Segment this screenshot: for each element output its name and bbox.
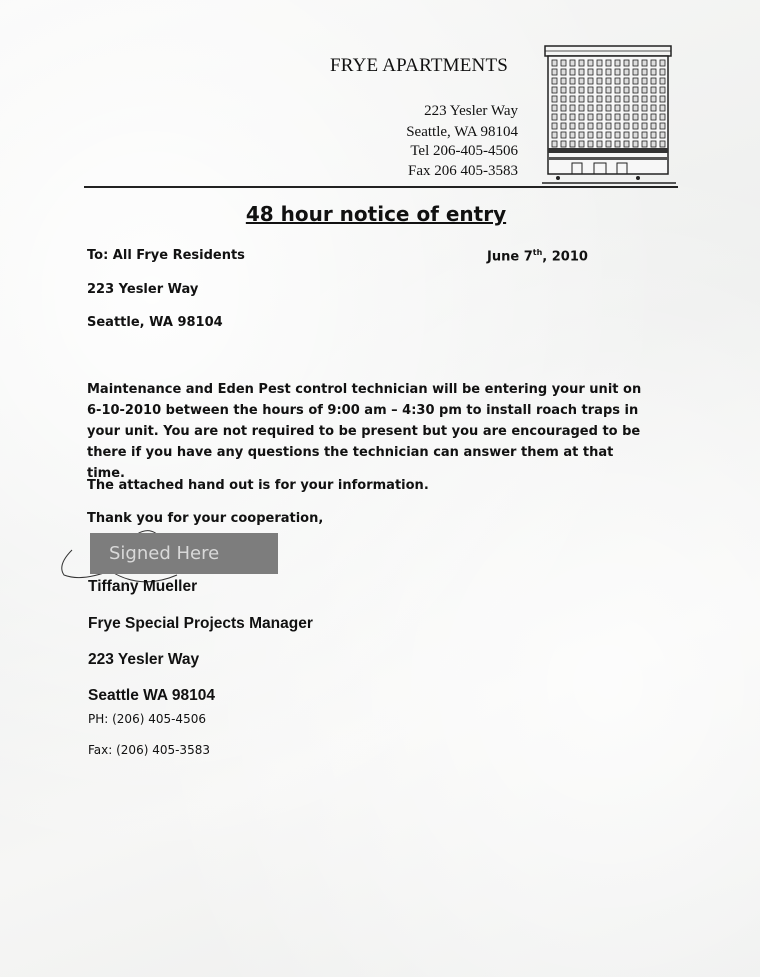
recipient: To: All Frye Residents: [87, 248, 245, 263]
closing: Thank you for your cooperation,: [87, 511, 324, 526]
signer-fax: Fax: (206) 405-3583: [88, 743, 210, 757]
signer-phone: PH: (206) 405-4506: [88, 712, 206, 726]
notice-title: 48 hour notice of entry: [245, 202, 507, 226]
signature-field[interactable]: Signed Here: [90, 533, 278, 574]
body-paragraph: Maintenance and Eden Pest control technician will be entering your unit on 6-10-2010 between the hours of 9:00 am – 4:30 pm to install roach traps in your unit. You are not required to be present but you are encouraged to be there if you have any questions the technician can answer them at that time.: [87, 382, 642, 481]
letter-date: June 7th, 2010: [487, 248, 588, 265]
recipient-city: Seattle, WA 98104: [87, 315, 223, 330]
signer-title: Frye Special Projects Manager: [88, 615, 313, 632]
building-logo: [542, 44, 676, 186]
signer-name: Tiffany Mueller: [88, 578, 198, 595]
signer-address: 223 Yesler Way: [88, 651, 200, 668]
letterhead-city: Seattle, WA 98104: [406, 124, 518, 140]
letterhead-fax: Fax 206 405-3583: [408, 163, 518, 179]
handout-note: The attached hand out is for your information.: [87, 478, 429, 493]
recipient-address: 223 Yesler Way: [87, 282, 199, 297]
letterhead-divider: [84, 186, 678, 188]
letterhead-tel: Tel 206-405-4506: [410, 143, 518, 159]
company-name: FRYE APARTMENTS: [330, 55, 509, 76]
letterhead-address: 223 Yesler Way: [424, 103, 518, 119]
signer-city: Seattle WA 98104: [88, 687, 215, 704]
